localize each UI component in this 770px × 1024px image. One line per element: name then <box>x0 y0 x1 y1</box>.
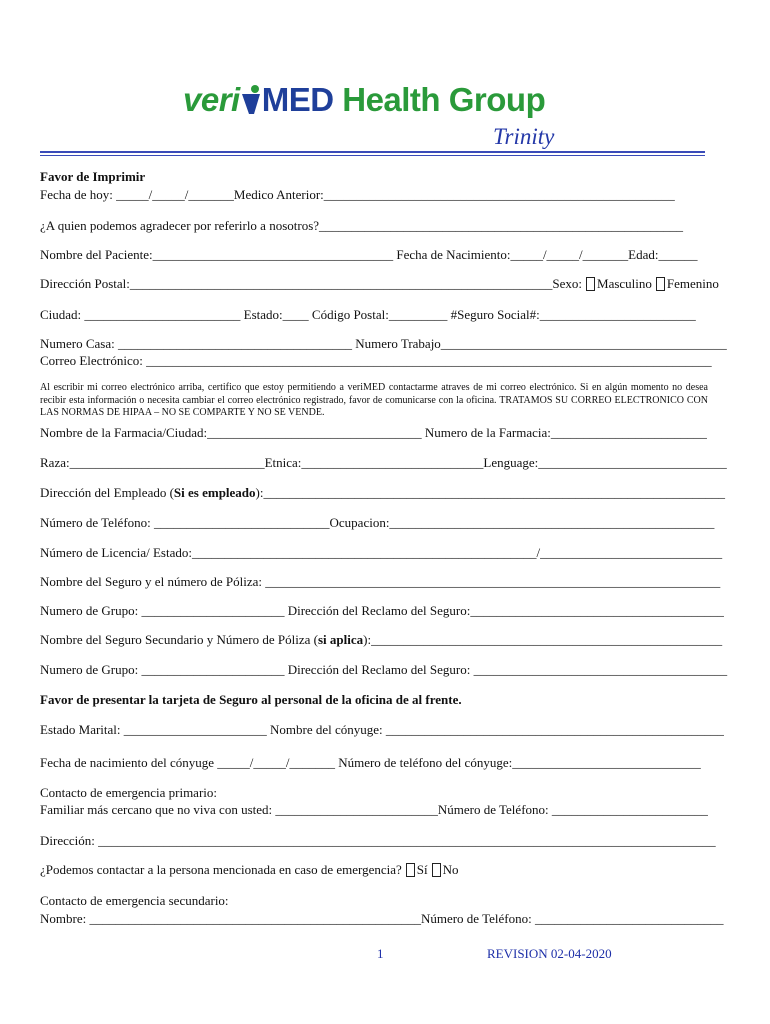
logo-ver: veri <box>183 81 240 118</box>
person-figure-icon <box>240 84 262 114</box>
email-notice: Al escribir mi correo electrónico arriba, certifico que estoy permitiendo a veriMED contactarme atraves de mi correo electrónico. Si en algún momento no desea recibir esta información o necesita cambiar el correo electrónico registrado, favor de comunicarse con la oficina. TRATAMOS SU CORREO ELECTRONICO CON LAS NORMAS DE HIPAA – NO SE COMPARTE Y NO SE VENDE. <box>40 382 708 418</box>
page-number: 1 <box>377 946 384 961</box>
no-label: No <box>442 862 459 877</box>
group-number-field[interactable]: Numero de Grupo: ______________________ Dirección del Reclamo del Seguro:_______________________________________ <box>40 603 724 618</box>
address-row <box>40 276 719 291</box>
employer-label: Dirección del Empleado ( <box>40 485 174 500</box>
secondary-group-field[interactable]: Numero de Grupo: ______________________ Dirección del Reclamo del Seguro: _______________________________________ <box>40 662 728 677</box>
secondary-field[interactable]: ):______________________________________________________ <box>363 632 723 647</box>
employer-field[interactable]: ):_______________________________________________________________________ <box>255 485 725 500</box>
insurance-field[interactable]: Nombre del Seguro y el número de Póliza: ______________________________________________________________________ <box>40 574 721 589</box>
city-field[interactable]: Ciudad: ________________________ Estado:____ Código Postal:_________ #Seguro Social#:________________________ <box>40 307 696 322</box>
license-field[interactable]: Número de Licencia/ Estado:_____________________________________________________/____________________________ <box>40 545 723 560</box>
marital-field[interactable]: Estado Marital: ______________________ Nombre del cónyuge: ____________________________________________________ <box>40 722 724 737</box>
phone-field[interactable]: Número de Teléfono: ___________________________Ocupacion:__________________________________________________ <box>40 515 715 530</box>
logo-med: MED <box>261 81 334 118</box>
pharmacy-field[interactable]: Nombre de la Farmacia/Ciudad:_________________________________ Numero de la Farmacia:________________________ <box>40 425 707 440</box>
address-field[interactable]: Dirección Postal:_________________________________________________________________Sexo: <box>40 276 583 291</box>
email-field[interactable]: Correo Electrónico: _______________________________________________________________________________________ <box>40 353 712 368</box>
patient-name-field[interactable]: Nombre del Paciente:_____________________________________ Fecha de Nacimiento:_____/_____/_______Edad:______ <box>40 247 698 262</box>
race-field[interactable]: Raza:______________________________Etnica:____________________________Lenguage:_____________________________ <box>40 455 727 470</box>
spouse-dob-field[interactable]: Fecha de nacimiento del cónyuge _____/_____/_______ Número de teléfono del cónyuge:_____________________________ <box>40 755 701 770</box>
employer-condition: Si es empleado <box>173 485 256 500</box>
female-checkbox[interactable] <box>656 277 665 291</box>
card-notice: Favor de presentar la tarjeta de Seguro al personal de la oficina de al frente. <box>40 692 462 707</box>
male-checkbox[interactable] <box>586 277 595 291</box>
secondary-name-field[interactable]: Nombre: ___________________________________________________Número de Teléfono: _____________________________ <box>40 911 724 926</box>
print-note: Favor de Imprimir <box>40 169 146 184</box>
header-rule <box>40 151 705 153</box>
employer-row[interactable] <box>40 485 725 500</box>
emergency-secondary-title: Contacto de emergencia secundario: <box>40 893 229 908</box>
verimed-logo <box>183 82 545 118</box>
secondary-insurance-row[interactable] <box>40 632 722 647</box>
location-title: Trinity <box>493 124 555 149</box>
yes-label: Sí <box>416 862 428 877</box>
no-checkbox[interactable] <box>432 863 441 877</box>
emergency-primary-title: Contacto de emergencia primario: <box>40 785 217 800</box>
direccion-field[interactable]: Dirección: _______________________________________________________________________________________________ <box>40 833 716 848</box>
yes-checkbox[interactable] <box>406 863 415 877</box>
referral-field[interactable]: ¿A quien podemos agradecer por referirlo a nosotros?________________________________________________________ <box>40 218 684 233</box>
home-phone-field[interactable]: Numero Casa: ____________________________________ Numero Trabajo____________________________________________ <box>40 336 727 351</box>
header-rule-thin <box>40 155 705 156</box>
contact-question: ¿Podemos contactar a la persona mencionada en caso de emergencia? <box>40 862 402 877</box>
male-label: Masculino <box>597 276 652 291</box>
revision-label: REVISION 02-04-2020 <box>487 946 612 961</box>
relative-field[interactable]: Familiar más cercano que no viva con usted: _________________________Número de Teléfono: ________________________ <box>40 802 708 817</box>
secondary-label: Nombre del Seguro Secundario y Número de Póliza ( <box>40 632 318 647</box>
logo-health-group: Health Group <box>333 81 546 118</box>
female-label: Femenino <box>666 276 719 291</box>
contact-question-row <box>40 862 459 877</box>
date-field[interactable]: Fecha de hoy: _____/_____/_______Medico Anterior:______________________________________________________ <box>40 187 675 202</box>
secondary-condition: si aplica <box>317 632 364 647</box>
